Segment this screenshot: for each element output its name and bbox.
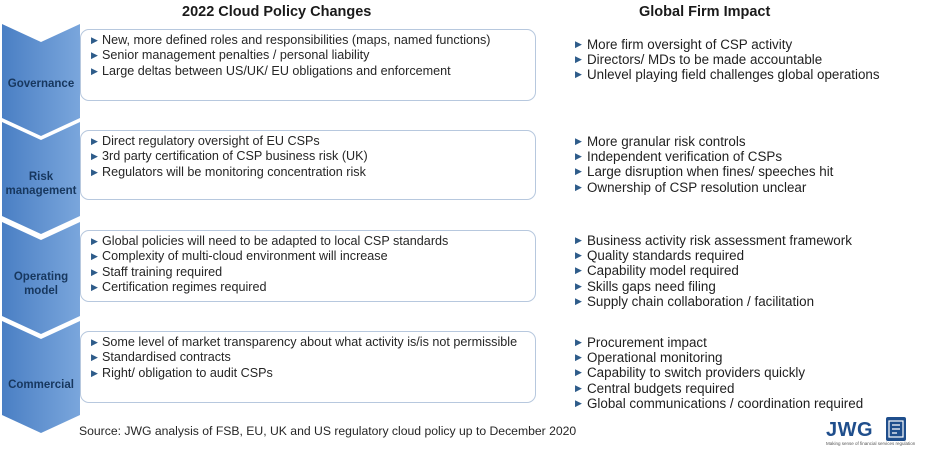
bullet-arrow-icon: ▶ [575, 181, 582, 192]
bullet-arrow-icon: ▶ [91, 266, 98, 277]
impact-item: ▶ Unlevel playing field challenges global operations [575, 67, 880, 83]
policy-change-item: ▶ Direct regulatory oversight of EU CSPs [91, 134, 320, 148]
policy-change-item: ▶ Senior management penalties / personal liability [91, 48, 370, 63]
firm-impact-list-operating-model [575, 233, 925, 309]
chevron-operating-model [2, 222, 80, 334]
policy-changes-box-risk-management [80, 130, 536, 200]
impact-item: ▶ Ownership of CSP resolution unclear [575, 179, 807, 195]
row-label-governance: Governance [7, 78, 75, 90]
policy-change-item: ▶ Certification regimes required [91, 279, 267, 294]
row-label-operating-model: Operating model [13, 271, 69, 297]
bullet-arrow-icon: ▶ [575, 397, 582, 408]
policy-change-item: ▶ New, more defined roles and responsibilities (maps, named functions) [91, 33, 491, 47]
logo-text: JWG [826, 419, 874, 441]
chevron-risk-management [2, 122, 80, 234]
firm-impact-list-commercial [575, 335, 925, 411]
policy-changes-list [91, 234, 529, 295]
impact-item: ▶ More granular risk controls [575, 134, 746, 149]
impact-item: ▶ Skills gaps need filing [575, 278, 716, 294]
policy-change-item: ▶ Complexity of multi-cloud environment will increase [91, 249, 388, 264]
firm-impact-list-governance [575, 37, 925, 83]
policy-change-item: ▶ Some level of market transparency about what activity is/is not permissible [91, 335, 518, 349]
bullet-arrow-icon: ▶ [91, 65, 98, 76]
bullet-arrow-icon: ▶ [575, 151, 582, 162]
policy-change-item: ▶ Right/ obligation to audit CSPs [91, 365, 273, 380]
flag-icon [886, 417, 906, 441]
bullet-arrow-icon: ▶ [91, 166, 98, 177]
bullet-arrow-icon: ▶ [575, 39, 582, 49]
source-note: Source: JWG analysis of FSB, EU, UK and US regulatory cloud policy up to December 2020 [79, 424, 577, 438]
bullet-arrow-icon: ▶ [91, 50, 98, 61]
policy-change-item: ▶ 3rd party certification of CSP business risk (UK) [91, 149, 368, 164]
bullet-arrow-icon: ▶ [91, 251, 98, 262]
bullet-arrow-icon: ▶ [575, 235, 582, 245]
bullet-arrow-icon: ▶ [575, 382, 582, 393]
impact-item: ▶ Large disruption when fines/ speeches hit [575, 164, 834, 180]
bullet-arrow-icon: ▶ [575, 367, 582, 378]
bullet-arrow-icon: ▶ [575, 295, 582, 306]
bullet-arrow-icon: ▶ [91, 367, 98, 378]
bullet-arrow-icon: ▶ [575, 250, 582, 261]
policy-changes-list [91, 134, 529, 180]
policy-change-item: ▶ Large deltas between US/UK/ EU obligations and enforcement [91, 63, 451, 78]
impact-item: ▶ Procurement impact [575, 335, 707, 350]
policy-change-item: ▶ Standardised contracts [91, 350, 231, 365]
jwg-logo [826, 417, 916, 447]
impact-item: ▶ Directors/ MDs to be made accountable [575, 52, 823, 68]
bullet-arrow-icon: ▶ [91, 151, 98, 162]
policy-change-item: ▶ Global policies will need to be adapted to local CSP standards [91, 234, 449, 248]
bullet-arrow-icon: ▶ [575, 136, 582, 146]
impact-item: ▶ More firm oversight of CSP activity [575, 37, 793, 52]
chevron-shape [2, 321, 80, 433]
logo-badge-icon [886, 417, 906, 441]
bullet-arrow-icon: ▶ [575, 280, 582, 291]
policy-change-item: ▶ Regulators will be monitoring concentration risk [91, 164, 366, 179]
impact-item: ▶ Global communications / coordination required [575, 395, 864, 411]
bullet-arrow-icon: ▶ [575, 265, 582, 276]
firm-impact-list-risk-management [575, 134, 925, 195]
policy-change-item: ▶ Staff training required [91, 264, 223, 279]
bullet-arrow-icon: ▶ [575, 352, 582, 363]
impact-item: ▶ Supply chain collaboration / facilitation [575, 293, 815, 309]
bullet-arrow-icon: ▶ [91, 136, 98, 146]
chevron-governance [2, 24, 80, 136]
impact-item: ▶ Capability to switch providers quickly [575, 365, 806, 381]
policy-changes-box-governance [80, 29, 536, 101]
chevron-commercial [2, 321, 80, 433]
bullet-arrow-icon: ▶ [91, 281, 98, 292]
logo-tagline: Making sense of financial services regulation [826, 441, 916, 446]
impact-item: ▶ Business activity risk assessment framework [575, 233, 852, 248]
policy-changes-list [91, 335, 529, 381]
policy-changes-box-operating-model [80, 230, 536, 302]
bullet-arrow-icon: ▶ [575, 337, 582, 347]
bullet-arrow-icon: ▶ [91, 236, 98, 246]
policy-changes-box-commercial [80, 331, 536, 403]
bullet-arrow-icon: ▶ [91, 352, 98, 363]
policy-changes-list [91, 33, 529, 79]
row-label-commercial: Commercial [8, 379, 74, 391]
bullet-arrow-icon: ▶ [575, 69, 582, 80]
bullet-arrow-icon: ▶ [575, 166, 582, 177]
impact-item: ▶ Central budgets required [575, 380, 735, 396]
impact-item: ▶ Operational monitoring [575, 350, 723, 366]
left-column-header: 2022 Cloud Policy Changes [182, 4, 372, 20]
impact-item: ▶ Quality standards required [575, 248, 745, 264]
bullet-arrow-icon: ▶ [575, 54, 582, 65]
impact-item: ▶ Independent verification of CSPs [575, 149, 783, 165]
right-column-header: Global Firm Impact [639, 4, 771, 20]
bullet-arrow-icon: ▶ [91, 337, 98, 347]
row-label-risk-management: Risk management [5, 171, 77, 197]
impact-item: ▶ Capability model required [575, 263, 739, 279]
bullet-arrow-icon: ▶ [91, 35, 98, 45]
